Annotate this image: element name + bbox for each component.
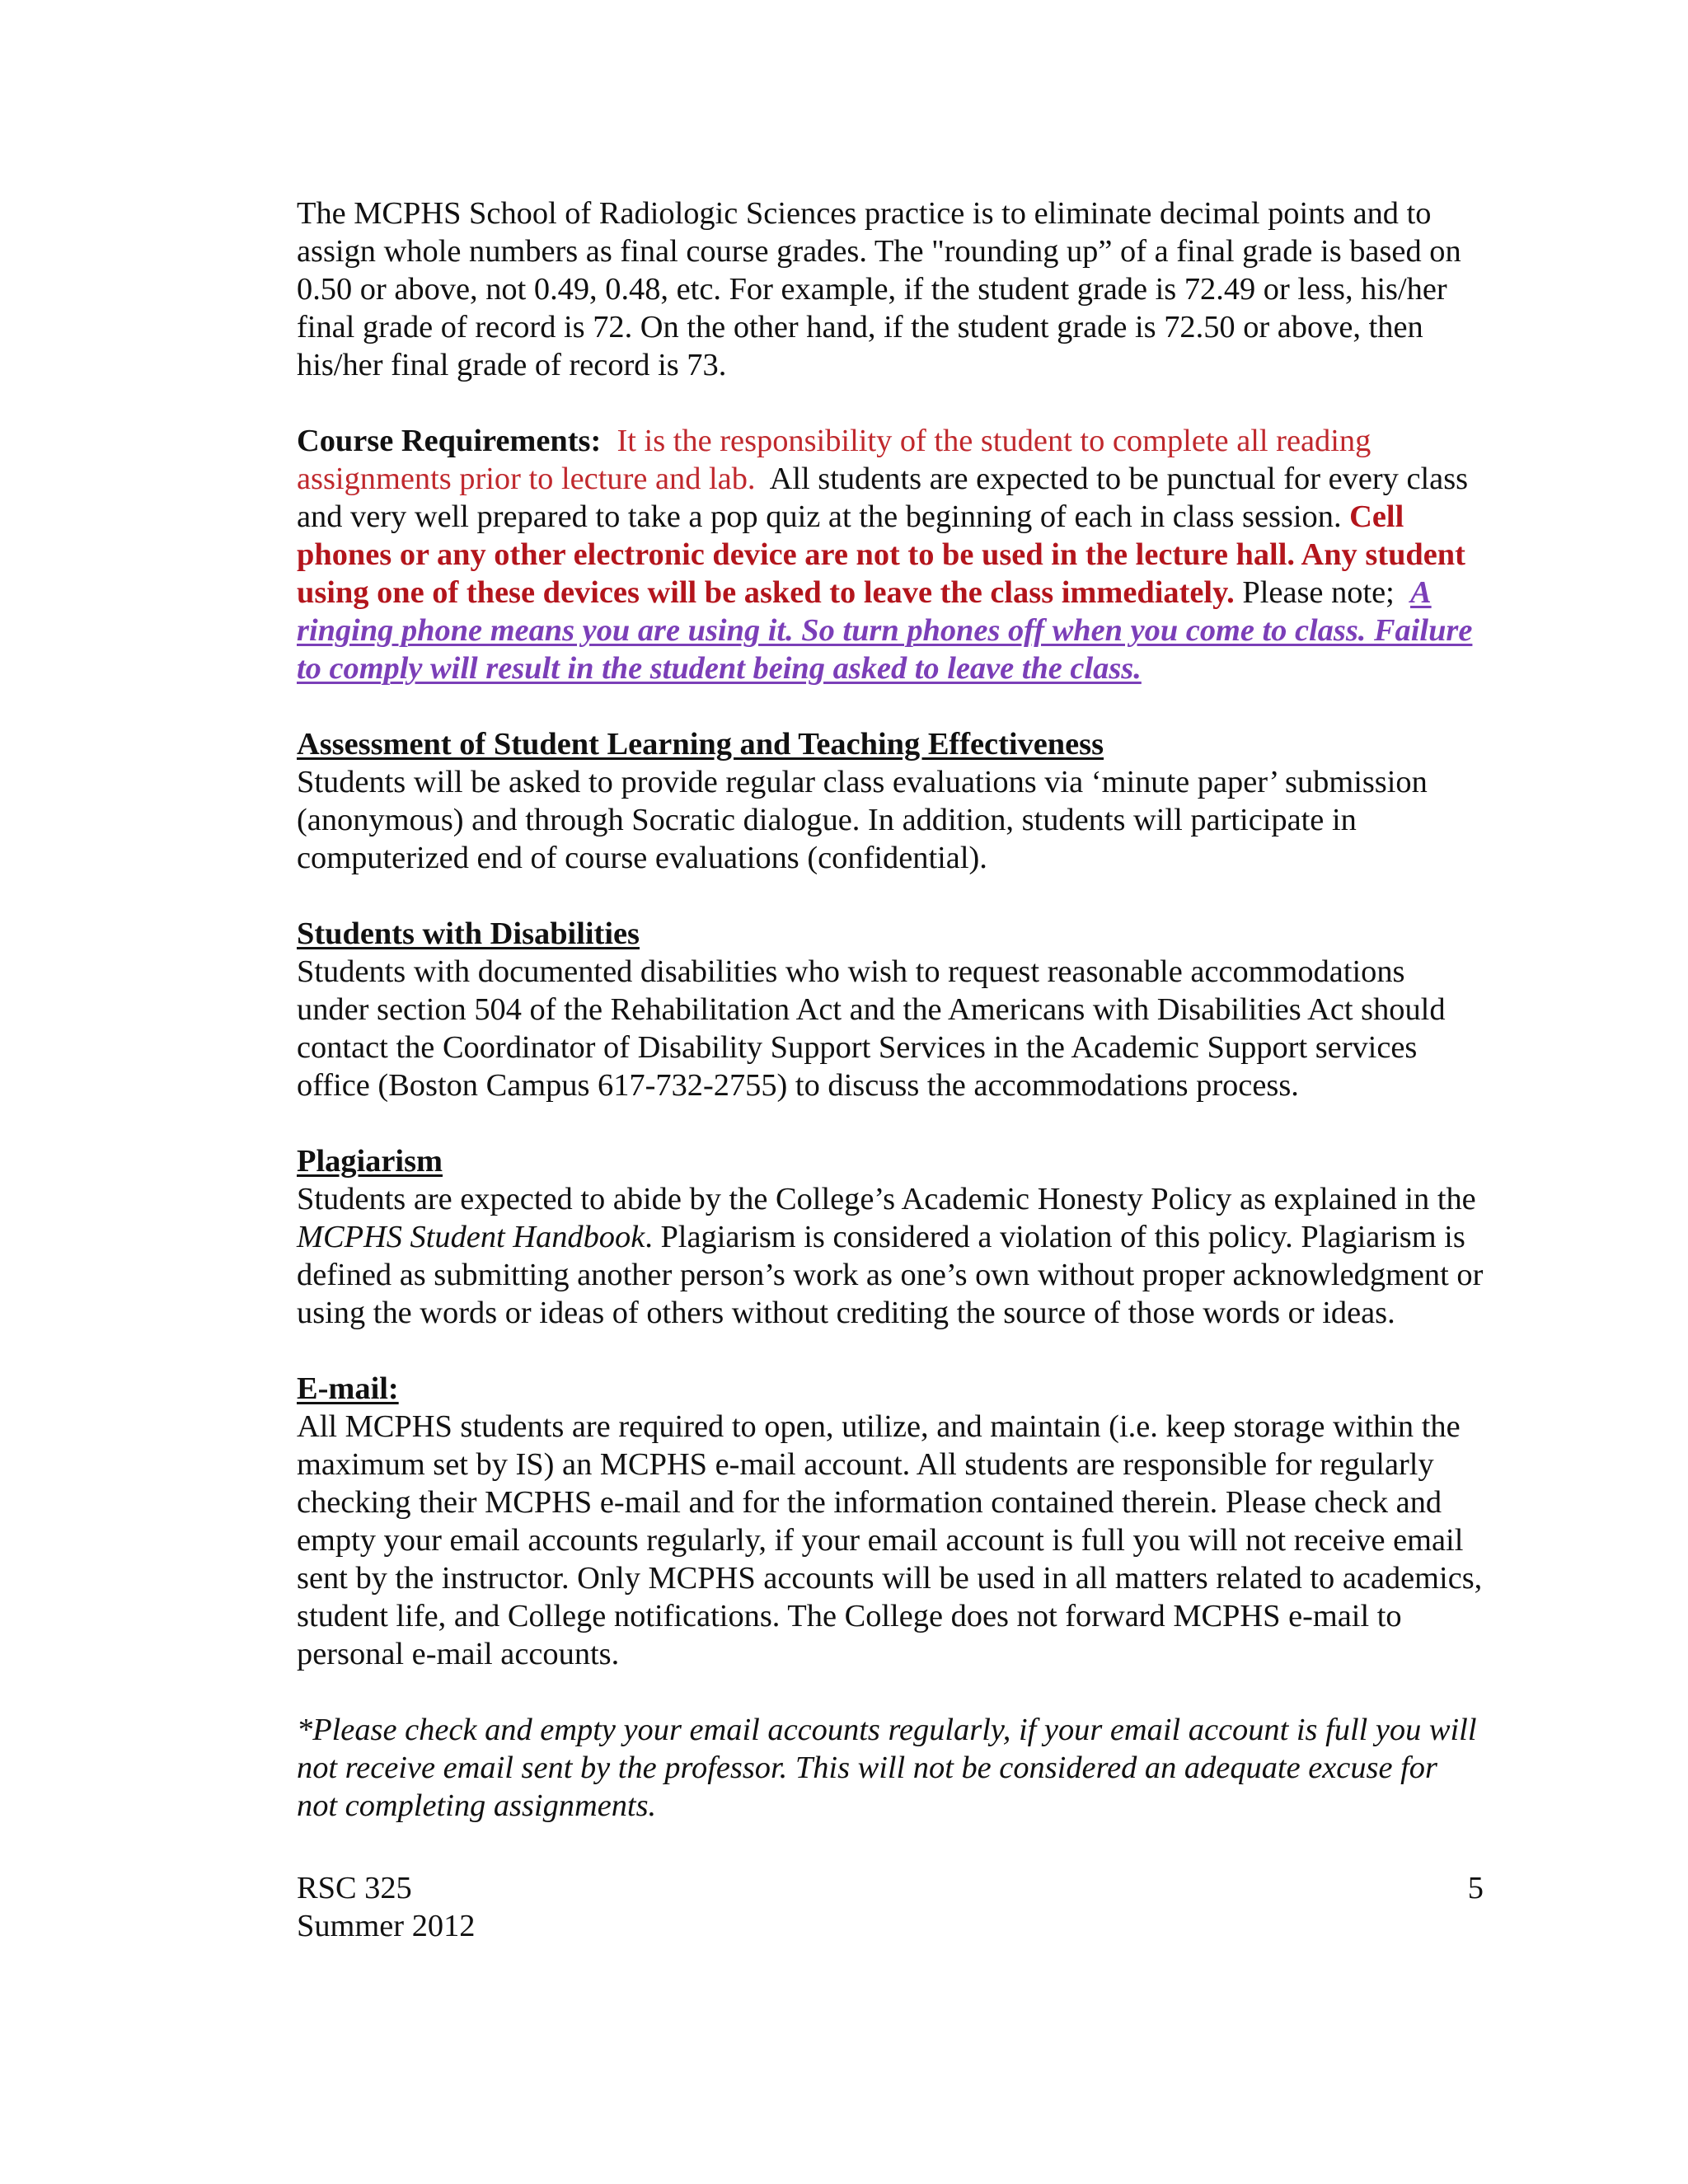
course-requirements-label: Course Requirements: [297,424,602,458]
email-section [297,1370,1484,1673]
email-note: *Please check and empty your email accounts regularly, if your email account is full you will not receive email sent by the professor. This will not be considered an adequate excuse for not completing assignments. [297,1713,1477,1823]
page-footer [297,1869,1484,1945]
disabilities-section [297,915,1484,1104]
plagiarism-body-end: . Plagiarism is considered a violation of this policy. Plagiarism is defined as submitting another person’s work as one’s own without proper acknowledgment or using the words or ideas of others without crediting the source of those words or ideas. [297,1220,1484,1330]
plagiarism-section [297,1142,1484,1332]
plagiarism-heading: Plagiarism [297,1144,443,1179]
email-body: All MCPHS students are required to open, utilize, and maintain (i.e. keep storage within the maximum set by IS) an MCPHS e-mail account. All students are responsible for regularly checking their MCPHS e-mail and for the information contained therein. Please check and empty your email accounts regularly, if your email account is full you will not receive email sent by the instructor. Only MCPHS accounts will be used in all matters related to academics, student life, and College notifications. The College does not forward MCPHS e-mail to personal e-mail accounts. [297,1409,1483,1671]
disabilities-heading: Students with Disabilities [297,916,640,951]
footer-row [297,1869,1484,1907]
disabilities-body: Students with documented disabilities who wish to request reasonable accommodations under section 504 of the Rehabilitation Act and the Americans with Disabilities Act should contact the Coordinator of Disability Support Services in the Academic Support services office (Boston Campus 617-732-2755) to discuss the accommodations process. [297,954,1446,1103]
student-handbook-title: MCPHS Student Handbook [297,1220,645,1254]
page-content [297,194,1484,1825]
punctuality-text: All students are expected to be punctual for every class and very well prepared to take a pop quiz at the beginning of each in class session. [297,462,1469,534]
page-number: 5 [1467,1871,1484,1905]
cell-phone-policy-text: Cell phones or any other electronic device are not to be used in the lecture hall. Any student using one of these devices will be asked to leave the class immediately. [297,499,1465,610]
course-code: RSC 325 [297,1871,412,1905]
assessment-section [297,725,1484,877]
email-heading: E-mail: [297,1371,399,1406]
course-requirements-paragraph [297,422,1484,687]
assessment-body: Students will be asked to provide regular class evaluations via ‘minute paper’ submission (anonymous) and through Socratic dialogue. In addition, students will participate in computerized end of course evaluations (confidential). [297,765,1428,875]
please-note-text: Please note; [1242,575,1395,610]
rounding-paragraph: The MCPHS School of Radiologic Sciences practice is to eliminate decimal points and to assign whole numbers as final course grades. The "rounding up” of a final grade is based on 0.50 or above, not 0.49, 0.48, etc. For example, if the student grade is 72.49 or less, his/her final grade of record is 72. On the other hand, if the student grade is 72.50 or above, then his/her final grade of record is 73. [297,196,1461,382]
plagiarism-body [297,1180,1484,1332]
term-label: Summer 2012 [297,1909,476,1943]
plagiarism-body-start: Students are expected to abide by the College’s Academic Honesty Policy as explained in the [297,1182,1476,1216]
ringing-phone-warning: A ringing phone means you are using it. So turn phones off when you come to class. Failure to comply will result in the student being asked to leave the class. [297,575,1473,686]
reading-responsibility-text: It is the responsibility of the student to complete all reading assignments prior to lecture and lab. [297,424,1372,496]
assessment-heading: Assessment of Student Learning and Teaching Effectiveness [297,727,1104,762]
